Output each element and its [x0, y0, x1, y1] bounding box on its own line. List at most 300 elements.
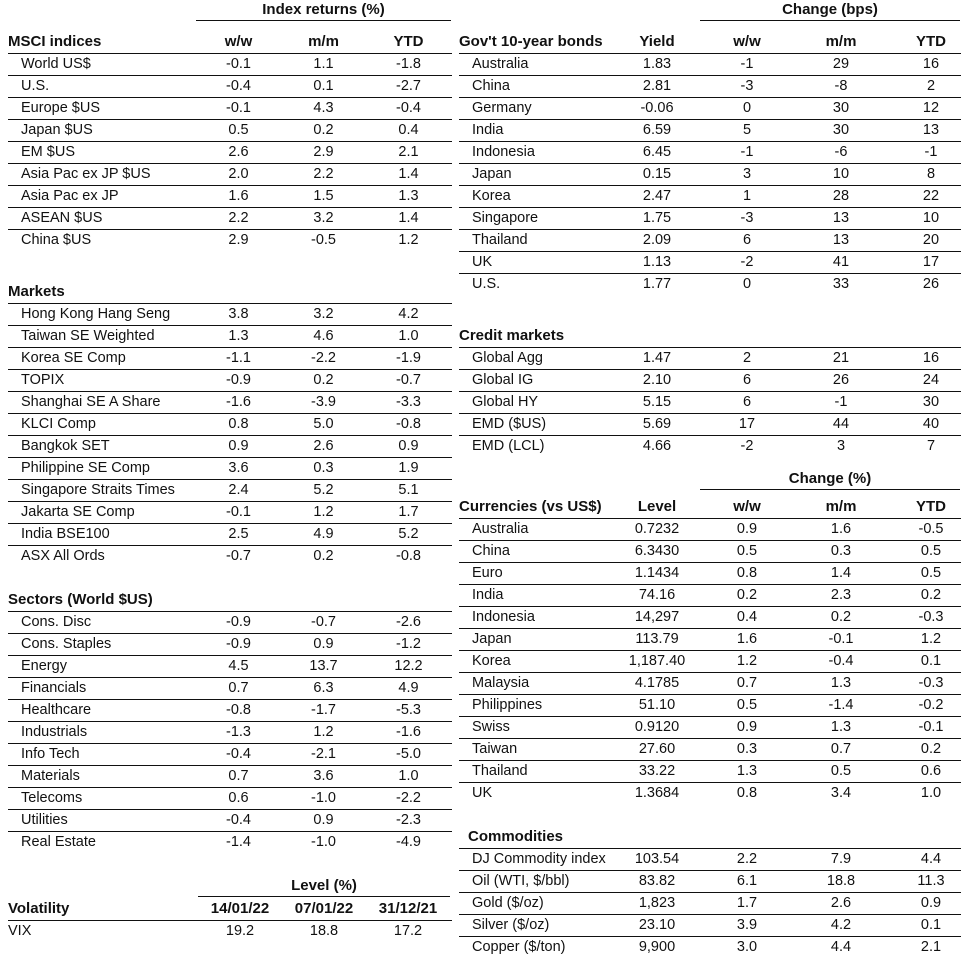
row-value: 0 [742, 276, 752, 292]
col-date-1: 14/01/22 [210, 900, 270, 917]
row-value: -2.3 [396, 812, 421, 828]
table-row [8, 414, 452, 436]
row-value: -3.9 [311, 394, 336, 410]
row-value: 0.9 [313, 812, 334, 828]
row-label: Indonesia [472, 609, 535, 625]
row-value: 4.3 [313, 100, 334, 116]
row-value: 1,823 [638, 895, 676, 911]
row-value: 6.3 [313, 680, 334, 696]
table-row [8, 634, 452, 656]
row-value: 0.5 [830, 763, 852, 779]
table-row [459, 607, 961, 629]
table-row [8, 612, 452, 634]
col-ww: w/w [224, 33, 253, 50]
row-value: -2 [740, 254, 754, 270]
row-value: -2.2 [396, 790, 421, 806]
table-row [459, 230, 961, 252]
row-label: Utilities [21, 812, 68, 828]
row-value: 0.5 [736, 543, 758, 559]
row-value: 0.8 [228, 416, 249, 432]
row-value: 2.6 [830, 895, 852, 911]
row-label: Thailand [472, 763, 528, 779]
row-value: 0.2 [920, 741, 942, 757]
row-label: Hong Kong Hang Seng [21, 306, 171, 322]
row-label: Philippines [472, 697, 543, 713]
row-value: -0.7 [226, 548, 251, 564]
row-value: -5.0 [396, 746, 421, 762]
row-label: Japan $US [21, 122, 93, 138]
row-value: 3.0 [736, 939, 758, 955]
row-value: 30 [832, 122, 850, 138]
row-value: 1.4 [830, 565, 852, 581]
row-value: -6 [834, 144, 848, 160]
row-value: 2.4 [228, 482, 249, 498]
row-value: 11.3 [917, 873, 945, 889]
commodities-header-row [459, 826, 961, 849]
row-value: -1.6 [396, 724, 421, 740]
bonds-header-row [459, 31, 961, 54]
table-row [8, 700, 452, 722]
row-value: 16 [922, 56, 940, 72]
row-label: Taiwan [472, 741, 518, 757]
table-row [8, 304, 452, 326]
col-ytd: YTD [916, 33, 946, 50]
row-label: India [472, 122, 504, 138]
row-value: -2.7 [396, 78, 421, 94]
row-value: -1.7 [311, 702, 336, 718]
row-value: 21 [832, 350, 850, 366]
table-row [8, 230, 452, 251]
commodities-title: Commodities [468, 828, 564, 845]
row-value: 14,297 [634, 609, 680, 625]
row-value: -0.5 [918, 521, 944, 537]
row-value: -1.8 [396, 56, 421, 72]
row-value: 0.7232 [634, 521, 680, 537]
row-value: -1.4 [226, 834, 251, 850]
row-value: 1.0 [920, 785, 942, 801]
row-value: 3.4 [830, 785, 852, 801]
row-label: Indonesia [472, 144, 535, 160]
row-value: -0.1 [828, 631, 854, 647]
row-label: Euro [472, 565, 503, 581]
table-row [8, 370, 452, 392]
row-value: 7 [926, 438, 936, 454]
row-label: DJ Commodity index [472, 851, 606, 867]
row-value: 0.8 [736, 565, 758, 581]
row-value: 2.6 [313, 438, 334, 454]
row-label: Taiwan SE Weighted [21, 328, 155, 344]
row-value: -3 [740, 210, 754, 226]
row-value: 12.2 [394, 658, 423, 674]
row-value: 40 [922, 416, 940, 432]
table-row [8, 326, 452, 348]
row-label: Healthcare [21, 702, 92, 718]
bonds-change-header: Change (bps) [700, 0, 960, 21]
row-label: Japan [472, 631, 512, 647]
row-value: -0.3 [918, 675, 944, 691]
table-row [8, 164, 452, 186]
currencies-change-header: Change (%) [700, 469, 960, 490]
row-value: 2.47 [642, 188, 672, 204]
row-value: 0.2 [920, 587, 942, 603]
row-value: 2.9 [313, 144, 334, 160]
row-label: China [472, 78, 510, 94]
table-row [459, 54, 961, 76]
row-value: 1.5 [313, 188, 334, 204]
row-value: 4.1785 [634, 675, 680, 691]
currencies-rows [459, 519, 961, 804]
row-value: 1.9 [398, 460, 419, 476]
row-value: 5.15 [642, 394, 672, 410]
row-value: 1.1 [313, 56, 334, 72]
table-row [459, 893, 961, 915]
row-value: 2.5 [228, 526, 249, 542]
table-row [8, 656, 452, 678]
row-value: -0.7 [396, 372, 421, 388]
row-value: 23.10 [638, 917, 676, 933]
table-row [459, 519, 961, 541]
row-value: 9,900 [638, 939, 676, 955]
table-row [459, 252, 961, 274]
table-row [8, 744, 452, 766]
table-row [459, 208, 961, 230]
row-value: 1.13 [642, 254, 672, 270]
row-label: Industrials [21, 724, 88, 740]
row-value: 20 [922, 232, 940, 248]
markets-title: Markets [8, 283, 65, 300]
row-value: -0.4 [226, 812, 251, 828]
commodities-table [459, 826, 961, 958]
table-row [459, 783, 961, 804]
row-value: 0.7 [228, 680, 249, 696]
row-label: World US$ [21, 56, 91, 72]
row-value: 8 [926, 166, 936, 182]
row-label: EMD (LCL) [472, 438, 545, 454]
row-value: 26 [922, 276, 940, 292]
currencies-header-row [459, 496, 961, 519]
row-value: 0.2 [313, 122, 334, 138]
row-label: Real Estate [21, 834, 96, 850]
col-mm: m/m [308, 33, 339, 50]
row-label: Info Tech [21, 746, 80, 762]
table-row [459, 629, 961, 651]
table-row [8, 524, 452, 546]
row-value: 83.82 [638, 873, 676, 889]
table-row [459, 370, 961, 392]
row-label: Silver ($/oz) [472, 917, 550, 933]
row-value: -5.3 [396, 702, 421, 718]
row-value: 103.54 [634, 851, 680, 867]
row-value: 1.3 [228, 328, 249, 344]
row-value: -0.4 [828, 653, 854, 669]
table-row [8, 348, 452, 370]
row-value: -0.3 [918, 609, 944, 625]
row-value: 1.4 [398, 166, 419, 182]
row-value: -0.8 [226, 702, 251, 718]
row-value: 0.7 [228, 768, 249, 784]
table-row [8, 832, 452, 853]
col-ww: w/w [733, 498, 761, 515]
msci-title: MSCI indices [8, 33, 102, 50]
row-value: 0.9120 [634, 719, 680, 735]
table-row [8, 502, 452, 524]
row-value: 4.2 [398, 306, 419, 322]
table-row [8, 208, 452, 230]
table-row [459, 274, 961, 295]
row-value: 17 [922, 254, 940, 270]
row-label: Philippine SE Comp [21, 460, 150, 476]
row-value: 1.1434 [634, 565, 680, 581]
row-value: -0.2 [918, 697, 944, 713]
row-value: 1.2 [736, 653, 758, 669]
row-value: 29 [832, 56, 850, 72]
row-label: India [472, 587, 504, 603]
row-value: 2 [926, 78, 936, 94]
row-value: 1.3 [736, 763, 758, 779]
table-row [459, 142, 961, 164]
row-value: 4.66 [642, 438, 672, 454]
row-value: 3 [836, 438, 846, 454]
row-value: -1.4 [828, 697, 854, 713]
col-yield: Yield [639, 33, 675, 50]
row-value: 7.9 [830, 851, 852, 867]
bonds-title: Gov't 10-year bonds [459, 33, 603, 50]
table-row [8, 120, 452, 142]
volatility-title: Volatility [8, 900, 70, 917]
row-value: 1.4 [398, 210, 419, 226]
row-value: -1.3 [226, 724, 251, 740]
row-value: 4.4 [920, 851, 942, 867]
row-label: Singapore Straits Times [21, 482, 175, 498]
table-row [459, 761, 961, 783]
row-value: 13.7 [309, 658, 338, 674]
row-value: 30 [832, 100, 850, 116]
row-value: 1,187.40 [628, 653, 686, 669]
col-ytd: YTD [916, 498, 946, 515]
row-label: Cons. Staples [21, 636, 112, 652]
row-value: 2.0 [228, 166, 249, 182]
row-value: -1.6 [226, 394, 251, 410]
row-value: 0.2 [830, 609, 852, 625]
row-value: 0.5 [920, 565, 942, 581]
row-value: 1.0 [398, 768, 419, 784]
row-label: Materials [21, 768, 80, 784]
row-label: Oil (WTI, $/bbl) [472, 873, 570, 889]
row-value: 1.6 [228, 188, 249, 204]
row-value: 6.1 [736, 873, 758, 889]
row-label: TOPIX [21, 372, 65, 388]
msci-indices-table [8, 31, 452, 251]
credit-title: Credit markets [459, 327, 565, 344]
row-value: 4.9 [398, 680, 419, 696]
row-label: Singapore [472, 210, 539, 226]
row-label: India BSE100 [21, 526, 110, 542]
table-row [459, 164, 961, 186]
table-row [8, 722, 452, 744]
row-label: Telecoms [21, 790, 83, 806]
index-returns-header: Index returns (%) [196, 0, 451, 21]
row-value: -1.9 [396, 350, 421, 366]
volatility-header-row [8, 898, 452, 921]
row-value: 4.5 [228, 658, 249, 674]
row-label: ASX All Ords [21, 548, 105, 564]
row-value: 0.15 [642, 166, 672, 182]
row-value: 0.4 [398, 122, 419, 138]
row-value: 0.5 [736, 697, 758, 713]
row-label: Korea [472, 188, 511, 204]
row-value: 19.2 [225, 923, 255, 939]
row-label: Korea [472, 653, 511, 669]
row-value: 0 [742, 100, 752, 116]
row-value: 0.6 [228, 790, 249, 806]
col-ytd: YTD [393, 33, 424, 50]
row-label: ASEAN $US [21, 210, 103, 226]
row-value: 4.2 [830, 917, 852, 933]
row-value: 3 [742, 166, 752, 182]
row-label: Copper ($/ton) [472, 939, 566, 955]
row-value: 5.69 [642, 416, 672, 432]
table-row [459, 98, 961, 120]
row-value: 22 [922, 188, 940, 204]
row-value: 17.2 [393, 923, 423, 939]
row-value: 1.47 [642, 350, 672, 366]
row-label: Jakarta SE Comp [21, 504, 135, 520]
msci-rows [8, 54, 452, 251]
row-value: -1 [924, 144, 938, 160]
col-mm: m/m [825, 498, 857, 515]
row-value: 2.2 [228, 210, 249, 226]
table-row [8, 480, 452, 502]
row-label: Malaysia [472, 675, 530, 691]
row-value: 3.2 [313, 306, 334, 322]
row-label: Japan [472, 166, 512, 182]
row-value: 1.2 [313, 504, 334, 520]
row-label: Asia Pac ex JP $US [21, 166, 151, 182]
table-row [8, 98, 452, 120]
col-date-2: 07/01/22 [294, 900, 354, 917]
row-value: 3.6 [313, 768, 334, 784]
row-value: 0.4 [736, 609, 758, 625]
row-value: -0.4 [226, 78, 251, 94]
row-value: 1.2 [313, 724, 334, 740]
row-value: 2.10 [642, 372, 672, 388]
table-row [459, 348, 961, 370]
row-value: -0.1 [226, 504, 251, 520]
table-row [459, 414, 961, 436]
table-row [8, 546, 452, 567]
row-label: Asia Pac ex JP [21, 188, 119, 204]
table-row [459, 186, 961, 208]
row-label: Cons. Disc [21, 614, 92, 630]
table-row [8, 436, 452, 458]
row-value: -2.2 [311, 350, 336, 366]
row-label: Australia [472, 56, 529, 72]
row-label: EMD ($US) [472, 416, 547, 432]
row-value: 5.2 [313, 482, 334, 498]
row-value: -0.06 [640, 100, 674, 116]
row-label: Global HY [472, 394, 539, 410]
row-value: -0.5 [311, 232, 336, 248]
row-value: 26 [832, 372, 850, 388]
row-value: 16 [922, 350, 940, 366]
row-value: 33 [832, 276, 850, 292]
row-label: Australia [472, 521, 529, 537]
markets-header-row [8, 281, 452, 304]
row-value: 0.3 [736, 741, 758, 757]
row-label: China [472, 543, 510, 559]
volatility-rows [8, 921, 452, 942]
table-row [8, 54, 452, 76]
row-label: Germany [472, 100, 532, 116]
row-value: 0.1 [920, 917, 942, 933]
bonds-table [459, 31, 961, 295]
row-label: Global Agg [472, 350, 543, 366]
row-value: 24 [922, 372, 940, 388]
sectors-header-row [8, 589, 452, 612]
row-label: China $US [21, 232, 92, 248]
row-label: KLCI Comp [21, 416, 96, 432]
row-value: 2.1 [920, 939, 942, 955]
row-value: -0.7 [311, 614, 336, 630]
row-value: 0.9 [228, 438, 249, 454]
row-value: -1 [740, 56, 754, 72]
row-value: 5.0 [313, 416, 334, 432]
row-value: 0.7 [736, 675, 758, 691]
credit-rows [459, 348, 961, 457]
table-row [8, 678, 452, 700]
row-value: 1.7 [398, 504, 419, 520]
table-row [459, 120, 961, 142]
row-value: 44 [832, 416, 850, 432]
row-value: 0.2 [736, 587, 758, 603]
row-value: 1.0 [398, 328, 419, 344]
row-value: -2.6 [396, 614, 421, 630]
table-row [8, 458, 452, 480]
row-value: 1.7 [736, 895, 758, 911]
commodities-rows [459, 849, 961, 958]
row-value: 0.8 [736, 785, 758, 801]
row-label: Shanghai SE A Share [21, 394, 161, 410]
table-row [8, 921, 452, 942]
row-value: 28 [832, 188, 850, 204]
row-label: U.S. [472, 276, 501, 292]
row-value: 0.5 [228, 122, 249, 138]
row-label: Global IG [472, 372, 534, 388]
row-value: 18.8 [309, 923, 339, 939]
row-value: 1.3 [830, 719, 852, 735]
row-value: 0.5 [920, 543, 942, 559]
row-value: 113.79 [635, 631, 679, 647]
row-value: 10 [922, 210, 940, 226]
row-value: 3.6 [228, 460, 249, 476]
row-value: 2.09 [642, 232, 672, 248]
row-value: 1.3 [830, 675, 852, 691]
markets-rows [8, 304, 452, 567]
table-row [8, 76, 452, 98]
row-value: 6.3430 [634, 543, 680, 559]
row-value: 1.3 [398, 188, 419, 204]
col-ww: w/w [733, 33, 761, 50]
row-value: 4.9 [313, 526, 334, 542]
row-value: 33.22 [638, 763, 676, 779]
row-value: 5 [742, 122, 752, 138]
table-row [459, 849, 961, 871]
row-value: 2.81 [642, 78, 672, 94]
row-value: 10 [832, 166, 850, 182]
row-value: 2.1 [398, 144, 419, 160]
volatility-table [8, 876, 452, 942]
row-value: -0.1 [226, 56, 251, 72]
